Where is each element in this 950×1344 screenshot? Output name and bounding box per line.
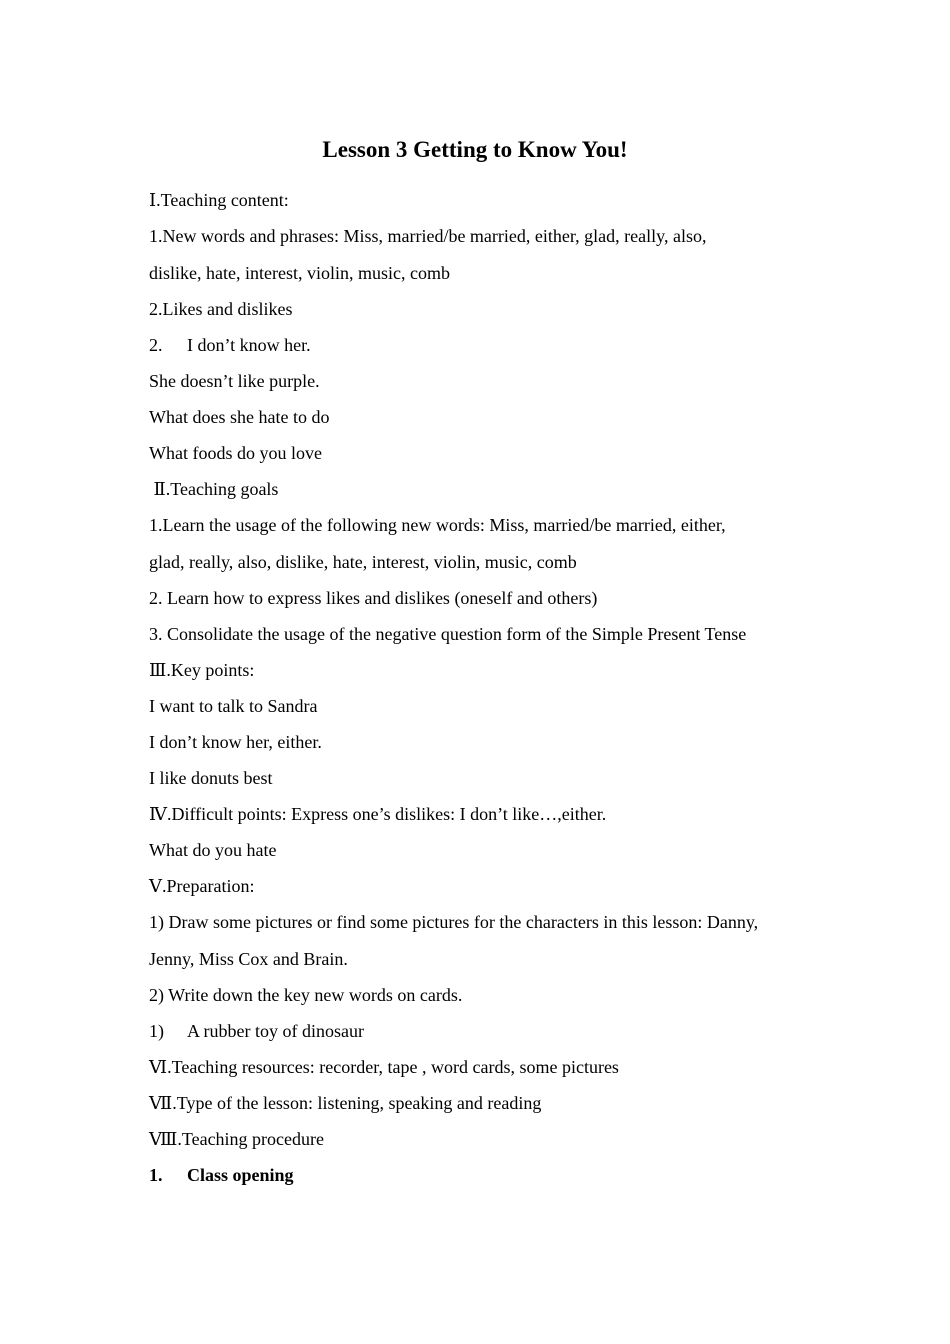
numbered-line bbox=[149, 333, 311, 357]
list-text: I don’t know her. bbox=[187, 335, 311, 355]
text-line: 1) Draw some pictures or find some pictures for the characters in this lesson: Danny, bbox=[149, 912, 759, 932]
list-number: 1. bbox=[149, 1165, 163, 1185]
list-number: 1) bbox=[149, 1021, 164, 1041]
document-title: Lesson 3 Getting to Know You! bbox=[322, 137, 628, 162]
section-heading-teaching-content: Ⅰ.Teaching content: bbox=[149, 190, 289, 210]
text-line: 2.Likes and dislikes bbox=[149, 299, 293, 319]
section-heading-preparation: Ⅴ.Preparation: bbox=[149, 876, 255, 896]
text-line: She doesn’t like purple. bbox=[149, 371, 320, 391]
list-text: Class opening bbox=[187, 1165, 294, 1185]
section-heading-lesson-type: Ⅶ.Type of the lesson: listening, speaking and reading bbox=[149, 1093, 542, 1113]
text-line: What foods do you love bbox=[149, 443, 322, 463]
text-line: glad, really, also, dislike, hate, interest, violin, music, comb bbox=[149, 552, 577, 572]
numbered-heading bbox=[149, 1163, 294, 1187]
section-heading-teaching-resources: Ⅵ.Teaching resources: recorder, tape , word cards, some pictures bbox=[149, 1057, 619, 1077]
text-line: I want to talk to Sandra bbox=[149, 696, 318, 716]
text-line: Jenny, Miss Cox and Brain. bbox=[149, 949, 348, 969]
text-line: 3. Consolidate the usage of the negative question form of the Simple Present Tense bbox=[149, 624, 747, 644]
text-line: 2. Learn how to express likes and dislikes (oneself and others) bbox=[149, 588, 598, 608]
text-line: dislike, hate, interest, violin, music, comb bbox=[149, 263, 450, 283]
section-heading-teaching-procedure: Ⅷ.Teaching procedure bbox=[149, 1129, 325, 1149]
list-text: A rubber toy of dinosaur bbox=[187, 1021, 364, 1041]
numbered-line bbox=[149, 1019, 364, 1043]
text-line: I don’t know her, either. bbox=[149, 732, 322, 752]
text-line: 2) Write down the key new words on cards. bbox=[149, 985, 463, 1005]
section-heading-difficult-points: Ⅳ.Difficult points: Express one’s dislikes: I don’t like…,either. bbox=[149, 804, 607, 824]
text-line: 1.New words and phrases: Miss, married/be married, either, glad, really, also, bbox=[149, 226, 707, 246]
list-number: 2. bbox=[149, 335, 163, 355]
text-line: 1.Learn the usage of the following new words: Miss, married/be married, either, bbox=[149, 515, 726, 535]
text-line: What does she hate to do bbox=[149, 407, 330, 427]
section-heading-teaching-goals: Ⅱ.Teaching goals bbox=[149, 479, 279, 499]
text-line: I like donuts best bbox=[149, 768, 273, 788]
section-heading-key-points: Ⅲ.Key points: bbox=[149, 660, 255, 680]
text-line: What do you hate bbox=[149, 840, 277, 860]
